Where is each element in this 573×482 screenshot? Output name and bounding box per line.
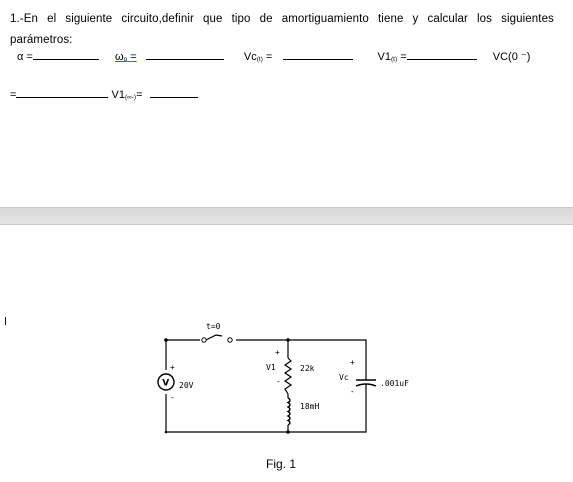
word: circuito,definir — [121, 13, 194, 25]
switch-label: t=0 — [206, 322, 221, 331]
word: tipo — [231, 13, 251, 25]
word: los — [477, 13, 493, 25]
word: de — [259, 13, 273, 25]
voltmeter-icon: V — [162, 378, 170, 389]
figure-caption: Fig. 1 — [266, 457, 297, 471]
word: calcular — [427, 13, 468, 25]
resistor-value: 22k — [300, 364, 315, 373]
vc-label: Vc — [339, 373, 349, 382]
resistor-22k — [285, 358, 315, 394]
capacitor-value: .001uF — [380, 379, 409, 388]
problem-line-1 — [10, 9, 554, 30]
alpha-label: α = — [17, 51, 33, 63]
circuit-wires — [166, 340, 366, 432]
v1-answer-blank[interactable] — [407, 50, 477, 60]
v1-label: V1(t) = — [377, 51, 407, 63]
circuit-diagram — [150, 318, 430, 448]
equals-sign: = — [10, 89, 17, 101]
switch-t0 — [202, 322, 232, 342]
vc-minus: - — [350, 387, 355, 396]
parameter-line-2 — [10, 88, 198, 101]
voltage-source — [158, 363, 194, 402]
problem-statement — [10, 9, 554, 51]
omega-label: ωo = — [114, 51, 137, 63]
vc-answer-blank[interactable] — [283, 50, 353, 60]
vc-label: Vc(t) = — [243, 51, 273, 63]
word: 1.-En — [10, 13, 38, 25]
v1-plus: + — [275, 348, 280, 357]
word: amortiguamiento — [281, 13, 369, 25]
document-page-top — [0, 0, 573, 207]
source-value: 20V — [179, 381, 194, 390]
vc-plus: + — [350, 358, 355, 367]
capacitor-001uf — [339, 358, 409, 396]
word: siguientes — [501, 13, 554, 25]
inductor-value: 18mH — [300, 402, 320, 411]
vc0-label: VC(0 ⁻) — [492, 51, 531, 63]
v1-label: V1 — [266, 363, 276, 372]
text-cursor — [5, 317, 6, 325]
omega-answer-blank[interactable] — [146, 50, 224, 60]
page-separator — [0, 207, 573, 225]
alpha-answer-blank[interactable] — [33, 50, 99, 60]
vc0-answer-blank[interactable] — [16, 88, 108, 98]
word: y — [412, 13, 419, 25]
source-plus: + — [170, 363, 175, 372]
v1-minus: - — [276, 377, 281, 386]
source-minus: - — [170, 393, 175, 402]
v1-infinity-label: V1(∞-)= — [111, 89, 143, 101]
parameter-line — [17, 50, 557, 63]
word: siguiente — [65, 13, 113, 25]
v1-infinity-answer-blank[interactable] — [150, 88, 198, 98]
v1-voltage-label — [266, 348, 281, 386]
word: que — [203, 13, 223, 25]
inductor-18mh — [288, 398, 319, 425]
word: el — [47, 13, 57, 25]
word: tiene — [378, 13, 404, 25]
problem-line-2: parámetros: — [10, 34, 73, 46]
